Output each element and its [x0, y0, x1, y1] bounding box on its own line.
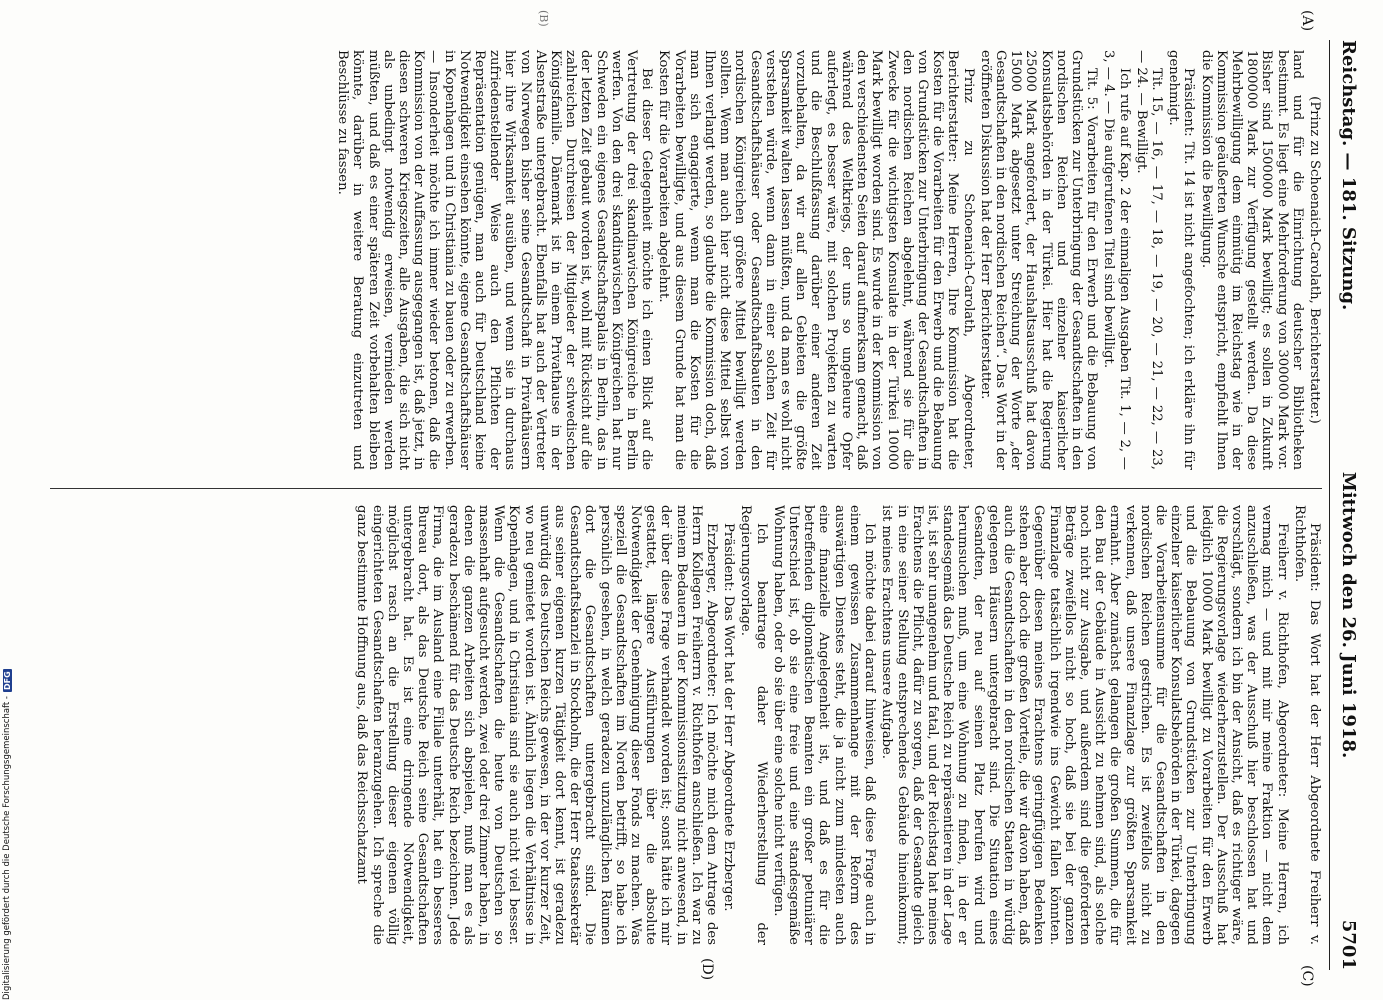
page-number: 5701 — [1338, 919, 1360, 970]
footer-credit-text: Digitalisierung gefördert durch die Deutsche Forschungsgemeinschaft - — [2, 696, 12, 1000]
paragraph: Präsident: Tit. 14 ist nicht angefochten; ich erkläre ihn für genehmigt. — [1166, 50, 1197, 470]
paragraph: Tit. 5: Vorarbeiten für den Erwerb und die Bebauung von Grundstücken zur Unterbringung der Gesandtschaften in den nordischen Reichen und einzelner kaiserlicher Konsulatsbehörden in der Türkei. Hier hat die Regierung 25000 Mark angefordert, der Haushaltsausschuß hat davon 15000 Mark abgesetzt unter Streichung der Worte „der Gesandtschaften in den nordischen Reichen“. Das Wort in der eröffneten Diskussion hat der Herr Berichterstatter. — [977, 50, 1100, 470]
margin-mark-c: (C) — [1299, 965, 1315, 987]
paragraph: (Prinz zu Schoenaich-Carolath, Berichterstatter.) — [1307, 96, 1322, 424]
paragraph: Präsident: Das Wort hat der Herr Abgeordnete Freiherr v. Richthofen. — [1291, 505, 1322, 945]
paragraph: land und für die Einrichtung deutscher Bibliotheken bestimmt. Es liegt eine Mehrforderung von 300000 Mark vor. Bisher sind 1500000 Mark bewilligt; es sollen in Zukunft 1800000 Mark zur Verfügung gestellt werden. Da diese Mehrbewilligung dem einmütig im Reichstag wie in der Kommission geäußerten Wunsche entspricht, empfiehlt Ihnen die Kommission die Bewilligung. — [1198, 50, 1305, 470]
right-column — [352, 505, 1322, 945]
running-head — [1334, 40, 1364, 970]
scanned-page — [10, 0, 1370, 1000]
margin-mark-a: (A) — [1299, 10, 1315, 32]
left-column — [333, 50, 1322, 470]
margin-mark-d: (D) — [699, 958, 715, 981]
paragraph: Präsident: Das Wort hat der Herr Abgeordnete Erzberger. — [721, 523, 737, 912]
paragraph: Freiherr v. Richthofen, Abgeordneter: Meine Herren, ich vermag mich — und mit mir meine Fraktion — nicht dem anzuschließen, was der Ausschuß hier beschlossen hat und vorschlägt, sondern ich bin der Ansicht, daß es richtiger wäre, die Regierungsvorlage wiederherzustellen. Der Ausschuß hat lediglich 10000 Mark bewilligt zu Vorarbeiten für den Erwerb und die Bebauung von Grundstücken zur Unterbringung einzelner kaiserlicher Konsulatsbehörden in der Türkei, dagegen die Vorarbeitensumme für die Gesandtschaften in den nordischen Reichen gestrichen. Es ist zweifellos nicht zu verkennen, daß unsere Finanzlage zur größten Sparsamkeit ermahnt. Aber zunächst gelangen die großen Summen, die für den Bau der Gebäude in Aussicht zu nehmen sind, als solche noch nicht zur Ausgabe, und außerdem sind die geforderten Beträge zweifellos nicht so hoch, daß sie bei der ganzen Finanzlage tatsächlich irgendwie ins Gewicht fallen könnten. Gegenüber diesen meines Erachtens geringfügigen Bedenken stehen aber doch die großen Vorteile, die wir davon haben, daß auch die Gesandtschaften in den nordischen Staaten in würdig gelegenen Häusern untergebracht sind. Die Situation eines Gesandten, der neu auf seinen Platz berufen wird und herumsuchen muß, um eine Wohnung zu finden, in der er standesgemäß das Deutsche Reich zu repräsentieren in der Lage ist, ist sehr unangenehm und fatal, und der Reichstag hat meines Erachtens die Pflicht, dafür zu sorgen, daß der Gesandte gleich in eine seiner Stellung entsprechendes Gebäude hineinkommt; ist meines Erachtens unsere Aufgabe. — [879, 505, 1290, 945]
header-left: Reichstag. — 181. Sitzung. — [1338, 40, 1360, 311]
paragraph: Ich möchte dabei darauf hinweisen, daß diese Frage auch in einem gewissen Zusammenhange mit der Reform des auswärtigen Dienstes steht, die ja nicht zum mindesten auch eine finanzielle Angelegenheit ist, und daß es für die betreffenden diplomatischen Beamten ein großer petuniärer Unterschied ist, ob sie eine freie und eine standesgemäße Wohnung haben, oder ob sie über eine solche nicht verfügen. — [770, 505, 878, 945]
paragraph: Tit. 15, — 16, — 17, — 18, — 19, — 20, — 21, — 22, — 23, — 24. — Bewilligt. — [1133, 50, 1164, 470]
header-rule — [1329, 40, 1330, 970]
dfg-logo: DFG — [2, 671, 12, 691]
paragraph: Ich rufe auf Kap. 2 der einmaligen Ausgaben Tit. 1, — 2, — 3, — 4. — Die aufgerufenen Titel sind bewilligt. — [1101, 50, 1132, 470]
margin-mark-b: (B) — [537, 10, 550, 27]
paragraph: Erzberger, Abgeordneter: Ich möchte mich dem Antrage des Herrn Kollegen Freiherrn v. Richthofen anschließen. Ich war zu meinem Bedauern in der Kommissionssitzung nicht anwesend, in der über diese Frage verhandelt worden ist; sonst hätte ich mir gestattet, längere Ausführungen über die absolute Notwendigkeit der Genehmigung dieser Fonds zu machen. Was speziell die Gesandtschaften im Norden betrifft, so habe ich persönlich gesehen, in welch geradezu unzulänglichen Räumen dort die Gesandtschaften untergebracht sind. Die Gesandtschaftskanzlei in Stockholm, die der Herr Staatssekretär aus seiner eigenen kurzen Tätigkeit dort kennt, ist geradezu unwürdig des Deutschen Reichs gewesen, in der vor kurzer Zeit, wo neu gemietet worden ist. Ähnlich liegen die Verhältnisse in Kopenhagen, und in Christiania sind sie auch nicht viel besser. Wenn die Gesandtschaften die heute von Deutschen so massenhaft aufgesucht werden, zwei oder drei Zimmer haben, in denen die ganzen Arbeiten sich abspielen, muß man es als geradezu beschämend für das Deutsche Reich bezeichnen. Jede Firma, die im Ausland eine Filiale unterhält, hat ein besseres Bureau dort, als das Deutsche Reich seine Gesandtschaften untergebracht hat. Es ist eine dringende Notwendigkeit, möglichst rasch an die Erstellung dieser eigenen völlig eingerichteten Gesandtschaften heranzugehen. Ich spreche die ganz bestimmte Hoffnung aus, daß das Reichsschatzamt — [354, 505, 720, 945]
paragraph: Ich beantrage daher Wiederherstellung der Regierungsvorlage. — [738, 505, 769, 945]
paragraph: Bei dieser Gelegenheit möchte ich einen Blick auf die Vertretung der drei skandinavischen Königreiche in Berlin werfen. Von den drei skandinavischen Königreichen hat nur Schweden ein eigenes Gesandtschaftspalais in Berlin, das in der letzten Zeit gebaut worden ist, wohl mit Rücksicht auf die zahlreichen Durchreisen der Mitglieder der schwedischen Königsfamilie. Dänemark ist in einem Privathause in der Alsenstraße untergebracht. Ebenfalls hat auch der Vertreter von Norwegen bisher seine Gesandtschaft in Privathäusern hier ihre Wirksamkeit ausüben, und wenn sie in durchaus zufriedenstellender Weise auch den Pflichten der Repräsentation genügen, man auch für Deutschland keine Notwendigkeit einsehen könnte, eigene Gesandtschaftshäuser in Kopenhagen und in Christiania zu bauen oder zu erwerben. — Insonderheit möchte ich immer wieder betonen, daß die Kommission von der Auffassung ausgegangen ist, daß jetzt, in diesen schweren Kriegszeiten, alle Ausgaben, die sich nicht als unbedingt notwendig erweisen, vermieden werden müßten, und daß es einer späteren Zeit vorbehalten bleiben könnte, darüber in weitere Beratung einzutreten und Beschlüsse zu fassen. — [335, 50, 655, 470]
column-divider — [50, 488, 1322, 489]
paragraph: Prinz zu Schoenaich-Carolath, Abgeordneter, Berichterstatter: Meine Herren, Ihre Kommission hat die Kosten für die Vorarbeiten für den Erwerb und die Bebauung von Grundstücken zur Unterbringung der Gesandtschaften in den nordischen Reichen abgelehnt, während sie für die Zwecke für die wichtigsten Konsulate in der Türkei 10000 Mark bewilligt worden sind. Es wurde in der Kommission von den verschiedensten Seiten darauf aufmerksam gemacht, daß während des Weltkriegs, der uns so ungeheure Opfer auferlegt, es besser wäre, mit solchen Projekten zu warten und die Beschlußfassung darüber einer anderen Zeit vorzubehalten, da wir auf allen Gebieten die größte Sparsamkeit walten lassen müßten, und da man es wohl nicht verstehen würde, wenn dann in einer solchen Zeit für Gesandtschaftshäuser oder Gesandtschaftsbauten in den nordischen Königreichen größere Mittel bewilligt werden sollten. Wenn man auch hier nicht diese Mittel selbst von Ihnen verlangt werden, so glaubte die Kommission doch, daß man sich engagierte, wenn man die Kosten für die Vorarbeiten bewilligte, und aus diesem Grunde hat man die Kosten für die Vorarbeiten abgelehnt. — [656, 50, 976, 470]
header-right: Mittwoch den 26. Juni 1918. — [1338, 471, 1360, 759]
